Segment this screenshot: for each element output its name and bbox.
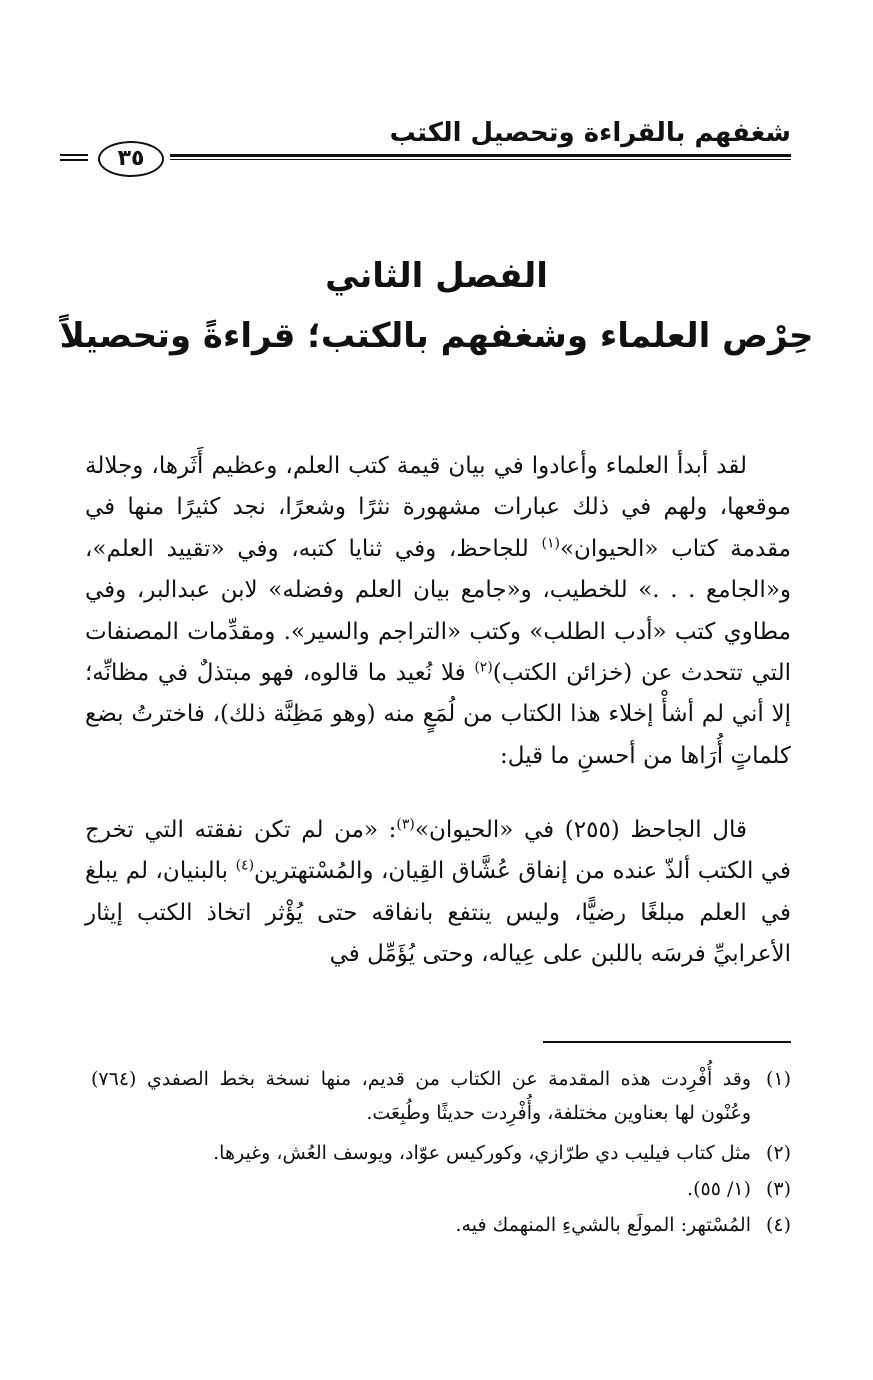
rule-stub-bottom xyxy=(60,159,88,161)
page-number: ٣٥ xyxy=(98,141,164,177)
rule-thin-line xyxy=(170,159,791,160)
footnote-1-number: (١) xyxy=(765,1068,791,1090)
footnote-4-text: المُسْتهر: المولَع بالشيءِ المنهمك فيه. xyxy=(455,1214,751,1236)
footnote-1-text: وقد أُفْرِدت هذه المقدمة عن الكتاب من قديم، منها نسخة بخط الصفدي (٧٦٤) وعُنْون لها بعناوين مختلفة، وأُفْرِدت حديثًا وطُبِعَت. xyxy=(91,1068,751,1124)
rule-stub-top xyxy=(60,154,88,156)
footnote-1 xyxy=(85,1062,791,1130)
footnote-separator xyxy=(543,1041,791,1043)
footnote-2 xyxy=(85,1136,791,1170)
footnote-3-text: (١/ ٥٥). xyxy=(687,1178,751,1200)
footnote-3-number: (٣) xyxy=(765,1178,791,1200)
chapter-title: حِرْص العلماء وشغفهم بالكتب؛ قراءةً وتحصيلاً xyxy=(59,316,814,356)
footnote-2-number: (٢) xyxy=(765,1142,791,1164)
para1-text-a: لقد أبدأ العلماء وأعادوا في بيان قيمة كتب العلم، وعظيم أَثَرها، وجلالة موقعها، ولهم في ذلك عبارات مشهورة نثرًا وشعرًا، نجد كثيرًا منها في مقدمة كتاب «الحيوان» xyxy=(85,453,791,562)
para1-text-c: فلا نُعيد ما قالوه، فهو مبتذلٌ في مظانِّه؛ إلا أني لم أشأْ إخلاء هذا الكتاب من لُمَعٍ منه (وهو مَظِنَّة ذلك)، فاخترتُ بضع كلماتٍ أُرَاها من أحسنِ ما قيل: xyxy=(85,660,791,769)
para2-text-a: قال الجاحظ (٢٥٥) في «الحيوان» xyxy=(414,817,747,843)
chapter-number-title: الفصل الثاني xyxy=(325,256,548,296)
para2-text-b: : «من لم تكن نفقته التي تخرج في الكتب ألذّ عنده من إنفاق عُشَّاق القِيان، والمُسْتهترين xyxy=(85,817,791,885)
body-paragraph-1 xyxy=(85,446,791,777)
rule-thick-line xyxy=(170,154,791,157)
footnote-4 xyxy=(85,1208,791,1242)
footnote-2-text: مثل كتاب فيليب دي طرّازي، وكوركيس عوّاد، ويوسف العُش، وغيرها. xyxy=(213,1142,751,1164)
footnote-ref-2: (٢) xyxy=(474,659,493,676)
para2-text-c: بالبنيان، لم يبلغ في العلم مبلغًا رضيًّا، وليس ينتفع بانفاقه حتى يُؤْثر اتخاذ الكتب إيثار الأعرابيِّ فرسَه باللبن على عِياله، وحتى يُؤَمِّل في xyxy=(85,858,791,968)
footnote-ref-3: (٣) xyxy=(396,816,415,833)
footnote-ref-1: (١) xyxy=(541,535,560,552)
header-rule xyxy=(60,146,791,171)
running-header-title: شغفهم بالقراءة وتحصيل الكتب xyxy=(389,118,791,148)
footnote-4-number: (٤) xyxy=(765,1214,791,1236)
footnote-3 xyxy=(85,1172,791,1206)
para1-text-b: للجاحظ، وفي ثنايا كتبه، وفي «تقييد العلم»، و«الجامع . . .» للخطيب، و«جامع بيان العلم وفضله» لابن عبدالبر، وفي مطاوي كتب «أدب الطلب» وكتب «التراجم والسير». ومقدِّمات المصنفات التي تتحدث عن (خزائن الكتب) xyxy=(85,535,791,687)
footnote-ref-4: (٤) xyxy=(235,857,255,874)
body-paragraph-2 xyxy=(85,810,791,976)
